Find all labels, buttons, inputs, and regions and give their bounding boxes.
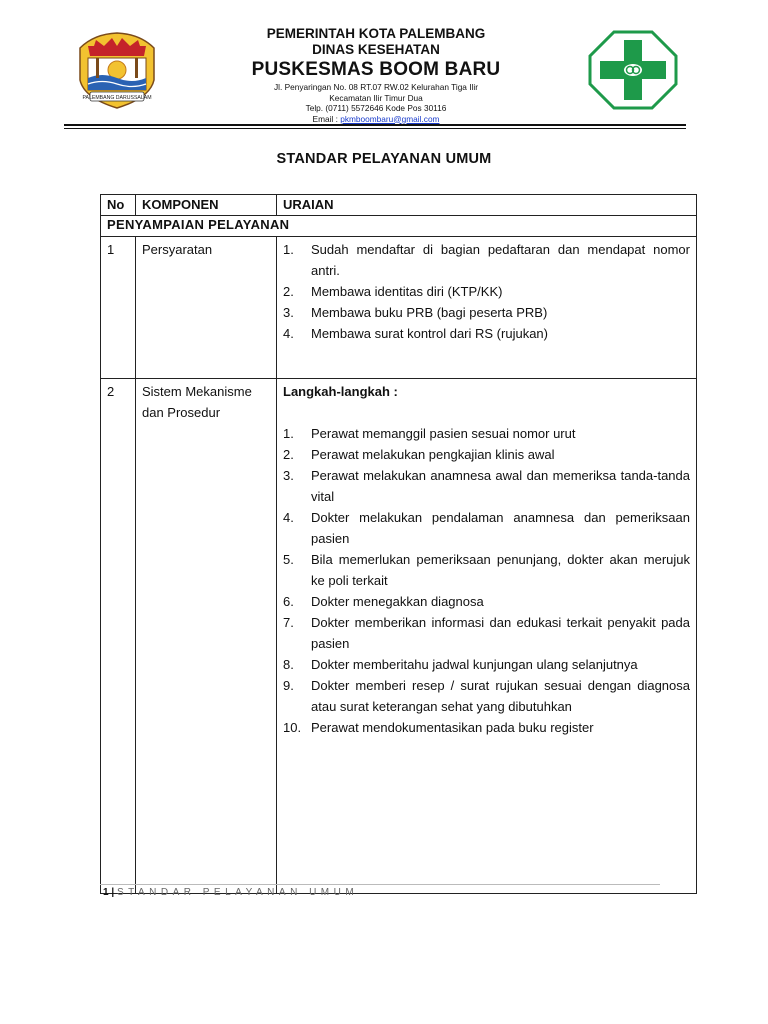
service-standard-table	[100, 194, 697, 894]
table-row	[101, 237, 697, 379]
requirements-list	[277, 237, 696, 344]
footer-divider	[100, 884, 660, 885]
table-row	[101, 379, 697, 894]
address-line-2: Kecamatan Ilir Timur Dua	[329, 92, 423, 103]
health-cross-icon	[588, 30, 678, 110]
header-uraian: URAIAN	[277, 195, 697, 216]
list-item: 6. Dokter menegakkan diagnosa	[283, 594, 484, 609]
email-label: Email :	[312, 113, 341, 124]
list-item: 5. Bila memerlukan pemeriksaan penunjang, dokter akan merujuk ke poli terkait	[283, 552, 690, 588]
footer-separator: |	[111, 887, 115, 898]
row-number: 1	[101, 237, 136, 379]
list-item: 2. Perawat melakukan pengkajian klinis awal	[283, 447, 555, 462]
list-item: 1. Sudah mendaftar di bagian pedaftaran dan mendapat nomor antri.	[283, 242, 690, 278]
list-item: 2. Membawa identitas diri (KTP/KK)	[283, 284, 503, 299]
list-item: 3. Membawa buku PRB (bagi peserta PRB)	[283, 305, 548, 320]
steps-title: Langkah-langkah :	[283, 384, 398, 399]
letterhead-rule-thick	[64, 124, 686, 126]
list-item: 8. Dokter memberitahu jadwal kunjungan ulang selanjutnya	[283, 657, 638, 672]
letterhead-text	[190, 26, 562, 124]
row-component: Persyaratan	[136, 237, 277, 379]
row-description	[277, 237, 697, 379]
government-name: PEMERINTAH KOTA PALEMBANG	[266, 26, 486, 41]
section-title: PENYAMPAIAN PELAYANAN	[101, 216, 697, 237]
header-no: No	[101, 195, 136, 216]
city-emblem-icon	[74, 28, 160, 112]
procedure-list	[277, 423, 696, 738]
list-item: 9. Dokter memberi resep / surat rujukan sesuai dengan diagnosa atau surat keterangan sehat yang dibutuhkan	[283, 678, 690, 714]
list-item: 7. Dokter memberikan informasi dan edukasi terkait penyakit pada pasien	[283, 615, 690, 651]
list-item: 10. Perawat mendokumentasikan pada buku register	[283, 720, 594, 735]
row-component: Sistem Mekanisme dan Prosedur	[136, 379, 277, 894]
row-description	[277, 379, 697, 894]
list-item: 3. Perawat melakukan anamnesa awal dan memeriksa tanda-tanda vital	[283, 468, 690, 504]
svg-text:PALEMBANG DARUSSALAM: PALEMBANG DARUSSALAM	[82, 95, 152, 101]
section-row	[101, 216, 697, 237]
email-link[interactable]: pkmboombaru@gmail.com	[340, 113, 440, 124]
agency-name: DINAS KESEHATAN	[312, 42, 440, 57]
list-item: 4. Dokter melakukan pendalaman anamnesa dan pemeriksaan pasien	[283, 510, 690, 546]
row-number: 2	[101, 379, 136, 894]
puskesmas-name: PUSKESMAS BOOM BARU	[251, 59, 501, 80]
list-item: 4. Membawa surat kontrol dari RS (rujukan)	[283, 326, 548, 341]
page-footer	[103, 887, 358, 898]
address-line-1: Jl. Penyaringan No. 08 RT.07 RW.02 Kelurahan Tiga Ilir	[273, 82, 478, 92]
footer-text: STANDAR PELAYANAN UMUM	[116, 887, 359, 898]
page-number: 1	[103, 887, 109, 898]
document-title: STANDAR PELAYANAN UMUM	[276, 151, 492, 167]
header-komponen: KOMPONEN	[136, 195, 277, 216]
letterhead	[0, 0, 768, 130]
letterhead-rule-thin	[64, 128, 686, 129]
email-line	[190, 114, 562, 125]
list-item: 1. Perawat memanggil pasien sesuai nomor urut	[283, 426, 576, 441]
phone-line: Telp. (0711) 5572646 Kode Pos 30116	[305, 103, 447, 113]
table-header-row	[101, 195, 697, 216]
